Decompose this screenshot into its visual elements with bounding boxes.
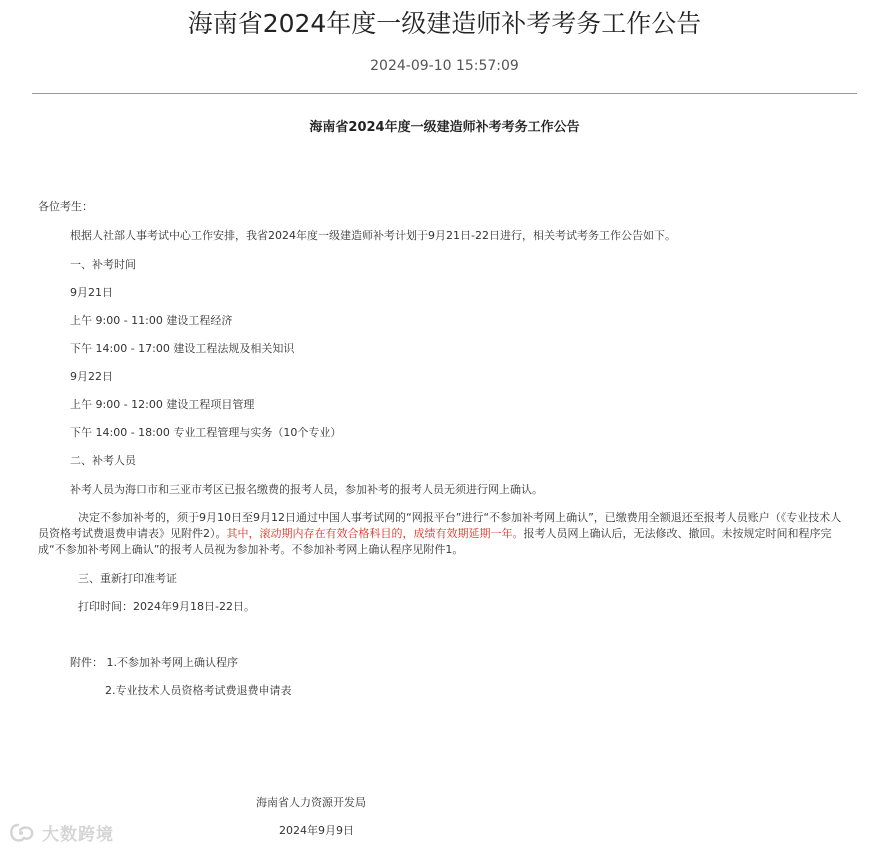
day1-date: 9月21日 bbox=[70, 286, 113, 299]
section2-paragraph-2-text-b: 报考人员网上确认后，无法修改、撤回。未按规定时间和程序完成“不参加补考网上确认”的报考人员视为参加补考。不参加补考网上确认程序见附件1。 bbox=[38, 527, 832, 556]
section2-paragraph-1: 补考人员为海口市和三亚市考区已报名缴费的报考人员，参加补考的报考人员无须进行网上确认。 bbox=[70, 483, 543, 496]
day2-morning-session: 上午 9:00 - 12:00 建设工程项目管理 bbox=[70, 398, 255, 411]
section2-paragraph-2-highlight: 其中，滚动期内存在有效合格科目的，成绩有效期延期一年。 bbox=[226, 527, 524, 540]
intro-paragraph: 根据人社部人事考试中心工作安排，我省2024年度一级建造师补考计划于9月21日-22日进行，相关考试考务工作公告如下。 bbox=[70, 229, 676, 242]
logo-icon bbox=[8, 822, 36, 844]
day2-afternoon-session: 下午 14:00 - 18:00 专业工程管理与实务（10个专业） bbox=[70, 426, 342, 439]
signature-organization: 海南省人力资源开发局 bbox=[256, 796, 366, 809]
attachment-1: 附件： 1.不参加补考网上确认程序 bbox=[70, 656, 238, 669]
section2-heading: 二、补考人员 bbox=[70, 454, 136, 467]
article-title: 海南省2024年度一级建造师补考考务工作公告 bbox=[309, 120, 580, 135]
attachment-2: 2.专业技术人员资格考试费退费申请表 bbox=[105, 684, 292, 697]
day2-date: 9月22日 bbox=[70, 370, 113, 383]
section2-paragraph-2-text-a: 决定不参加补考的，须于9月10日至9月12日通过中国人事考试网的“网报平台”进行“不参加补考网上确认”，已缴费用全额退还至报考人员账户（《专业技术人员资格考试费退费申请表》见附件2）。 bbox=[38, 511, 842, 540]
publish-datetime: 2024-09-10 15:57:09 bbox=[370, 58, 519, 74]
section3-heading: 三、重新打印准考证 bbox=[78, 572, 177, 585]
day1-morning-session: 上午 9:00 - 11:00 建设工程经济 bbox=[70, 314, 233, 327]
watermark bbox=[8, 820, 114, 845]
day1-afternoon-session: 下午 14:00 - 17:00 建设工程法规及相关知识 bbox=[70, 342, 295, 355]
watermark-text: 大数跨境 bbox=[42, 825, 114, 845]
section2-paragraph-2 bbox=[38, 510, 846, 558]
header-divider bbox=[32, 93, 857, 94]
greeting: 各位考生： bbox=[38, 200, 93, 213]
signature-date: 2024年9月9日 bbox=[279, 824, 354, 837]
page-title: 海南省2024年度一级建造师补考考务工作公告 bbox=[187, 9, 702, 38]
section3-print-time: 打印时间：2024年9月18日-22日。 bbox=[78, 600, 255, 613]
section1-heading: 一、补考时间 bbox=[70, 258, 136, 271]
